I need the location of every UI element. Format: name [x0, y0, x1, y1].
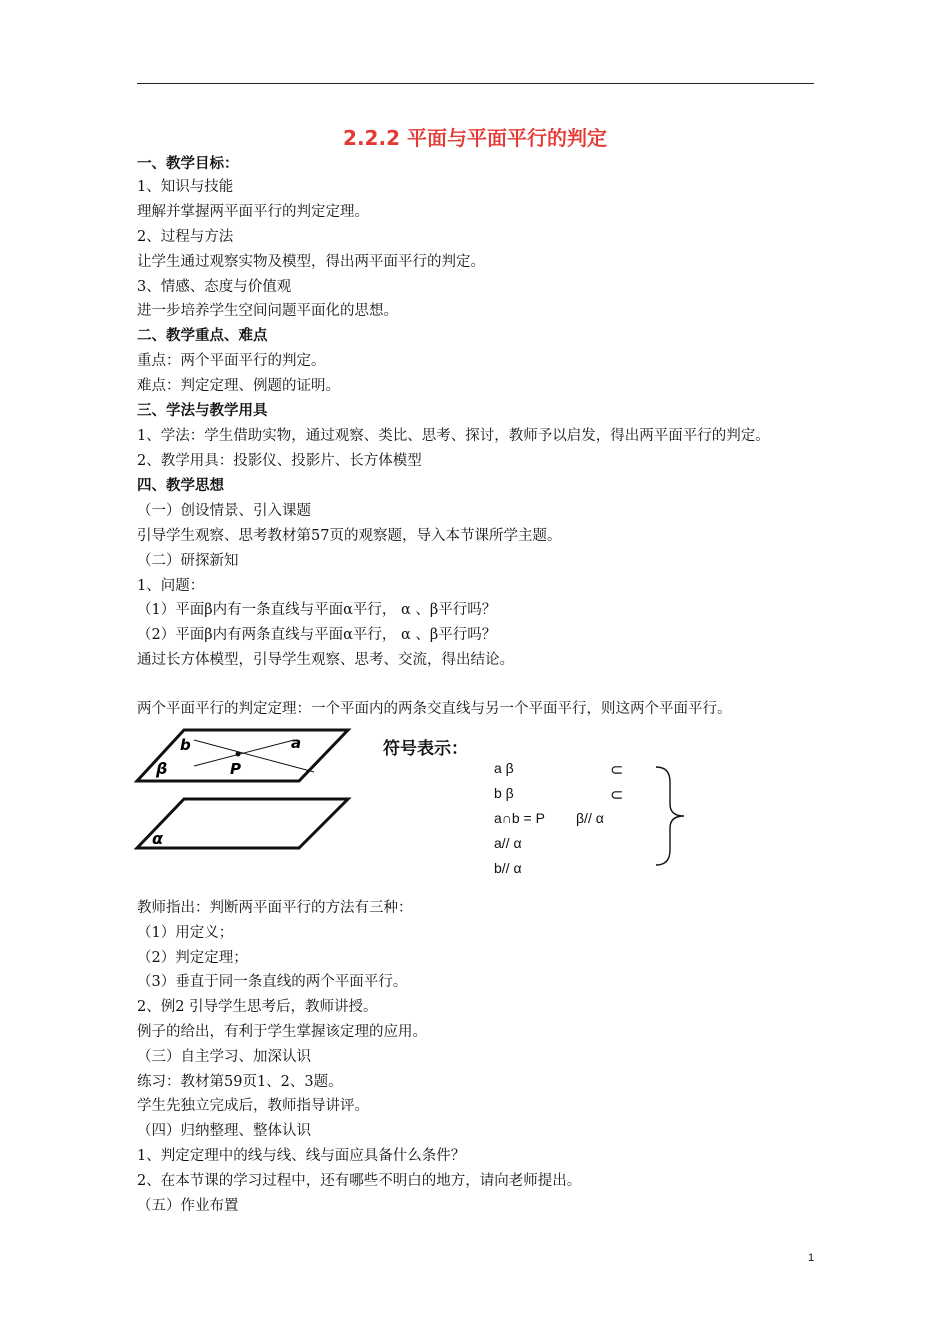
text-line: 重点：两个平面平行的判定。 [137, 353, 326, 369]
text-line: 1、问题： [137, 578, 205, 594]
page-number: 1 [808, 1252, 815, 1264]
point-p [236, 752, 241, 757]
subset-sign-2: ⊂ [610, 787, 624, 804]
text-line: （1）平面β内有一条直线与平面α平行， α 、β平行吗？ [137, 602, 497, 618]
text-line: 学生先独立完成后，教师指导讲评。 [137, 1098, 369, 1114]
section-heading: 三、学法与教学用具 [137, 403, 268, 419]
text-line: （四）归纳整理、整体认识 [137, 1123, 311, 1139]
page-title: 2.2.2 平面与平面平行的判定 [343, 126, 607, 150]
plane-alpha [137, 799, 348, 848]
section-heading: 四、教学思想 [137, 478, 224, 494]
text-line: （2）平面β内有两条直线与平面α平行， α 、β平行吗？ [137, 627, 497, 643]
symbol-title: 符号表示： [383, 739, 468, 759]
text-line: 通过长方体模型，引导学生观察、思考、交流，得出结论。 [137, 652, 514, 668]
text-line: （三）自主学习、加深认识 [137, 1049, 311, 1065]
text-line: （2）判定定理； [137, 950, 248, 966]
label-p: P [230, 760, 241, 778]
text-line: （一）创设情景、引入课题 [137, 503, 311, 519]
text-line: 进一步培养学生空间问题平面化的思想。 [137, 303, 398, 319]
text-line: 1、知识与技能 [137, 179, 234, 195]
symbol-line-4: a// α [494, 835, 522, 851]
text-line: 2、过程与方法 [137, 229, 234, 245]
text-line: 2、例2 引导学生思考后，教师讲授。 [137, 999, 378, 1015]
text-line: 3、情感、态度与价值观 [137, 279, 292, 295]
section-heading: 一、教学目标： [137, 156, 239, 172]
text-line: （3）垂直于同一条直线的两个平面平行。 [137, 974, 408, 990]
text-line: 2、在本节课的学习过程中，还有哪些不明白的地方，请向老师提出。 [137, 1173, 582, 1189]
plane-beta [137, 730, 348, 781]
symbol-line-1: a β [494, 760, 514, 776]
text-line: 1、学法：学生借助实物，通过观察、类比、思考、探讨，教师予以启发，得出两平面平行的判定。 [137, 428, 770, 444]
symbol-line-3: a∩b = P [494, 810, 545, 826]
text-line: 两个平面平行的判定定理：一个平面内的两条交直线与另一个平面平行，则这两个平面平行。 [137, 701, 732, 717]
text-line: （五）作业布置 [137, 1198, 239, 1214]
conclusion: β// α [576, 810, 604, 826]
parallel-planes-figure [134, 726, 364, 856]
symbol-line-2: b β [494, 785, 514, 801]
text-line: 1、判定定理中的线与线、线与面应具备什么条件？ [137, 1148, 466, 1164]
text-line: 引导学生观察、思考教材第57页的观察题，导入本节课所学主题。 [137, 528, 562, 544]
text-line: 2、教学用具：投影仪、投影片、长方体模型 [137, 453, 422, 469]
section-heading: 二、教学重点、难点 [137, 328, 268, 344]
text-line: 理解并掌握两平面平行的判定定理。 [137, 204, 369, 220]
text-line: 难点：判定定理、例题的证明。 [137, 378, 340, 394]
subset-sign-1: ⊂ [610, 762, 624, 779]
text-line: （二）研探新知 [137, 553, 239, 569]
text-line: 教师指出：判断两平面平行的方法有三种： [137, 900, 413, 916]
header-rule [137, 83, 814, 84]
symbol-line-5: b// α [494, 860, 522, 876]
label-beta: β [156, 759, 168, 778]
label-a: a [291, 734, 302, 752]
label-alpha: α [152, 829, 163, 848]
text-line: 例子的给出，有利于学生掌握该定理的应用。 [137, 1024, 427, 1040]
text-line: 让学生通过观察实物及模型，得出两平面平行的判定。 [137, 254, 485, 270]
label-b: b [180, 736, 191, 754]
text-line: 练习：教材第59页1、2、3题。 [137, 1074, 343, 1090]
right-brace [650, 764, 690, 868]
text-line: （1）用定义； [137, 925, 234, 941]
